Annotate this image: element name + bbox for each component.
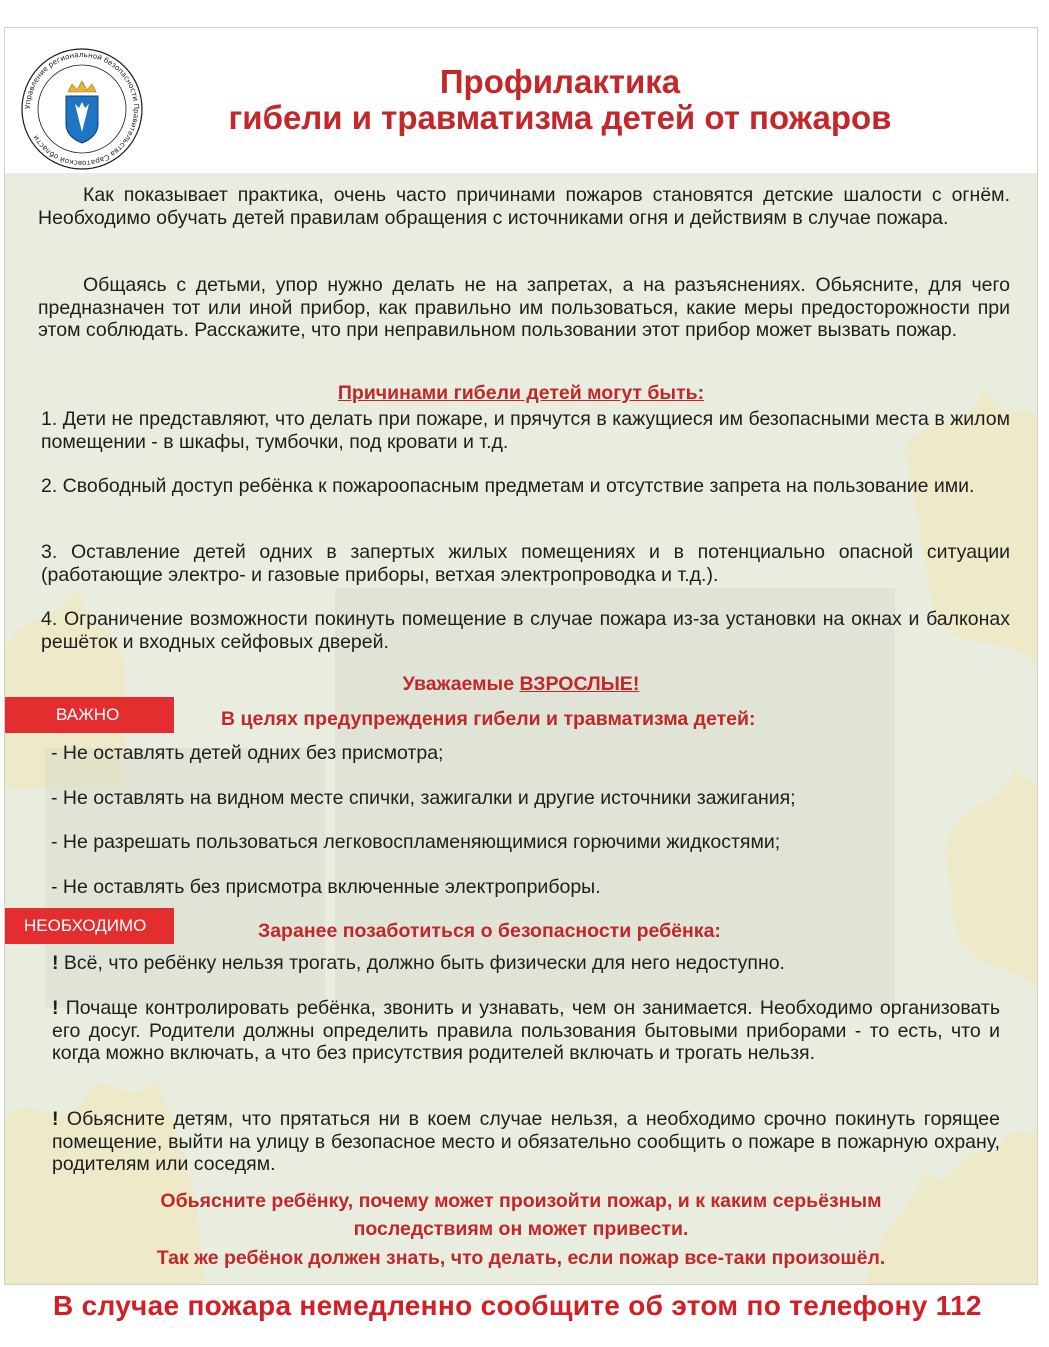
poster-panel: [4, 27, 1038, 1285]
necessary-item-1: ! Всё, что ребёнку нельзя трогать, должно быть физически для него недоступно.: [52, 952, 785, 974]
cause-item-1: 1. Дети не представляют, что делать при пожаре, и прячутся в кажущиеся им безопасными места в жилом помещении - в шкафы, тумбочки, под кровати и т.д.: [41, 408, 1010, 453]
necessary-tag: НЕОБХОДИМО: [5, 908, 174, 944]
cause-item-4: 4. Ограничение возможности покинуть помещение в случае пожара из-за установки на окнах и балконах решёток и входных сейфовых дверей.: [41, 608, 1010, 653]
closing-line-1: Обьясните ребёнку, почему может произойти пожар, и к каким серьёзным: [160, 1190, 882, 1212]
prevention-heading: В целях предупреждения гибели и травматизма детей:: [221, 708, 756, 730]
cause-item-2: 2. Свободный доступ ребёнка к пожароопасным предметам и отсутствие запрета на пользование ими.: [41, 475, 975, 497]
prevention-bullet-4: - Не оставлять без присмотра включенные электроприборы.: [51, 876, 601, 898]
causes-heading: Причинами гибели детей могут быть:: [337, 382, 705, 404]
regional-emblem: [19, 46, 145, 172]
necessary-item-2: ! Почаще контролировать ребёнка, звонить и узнавать, чем он занимается. Необходимо организовать его досуг. Родители должны определить правила пользования бытовыми приборами - то есть, что и когда можно включать, а что без присутствия родителей включать и трогать нельзя.: [52, 997, 1000, 1064]
cause-item-3: 3. Оставление детей одних в запертых жилых помещениях и в потенциально опасной ситуации (работающие электро- и газовые приборы, ветхая электропроводка и т.д.).: [41, 541, 1010, 586]
title-line-1: Профилактика: [439, 63, 681, 100]
page-title: [155, 64, 965, 136]
prevention-bullet-1: - Не оставлять детей одних без присмотра;: [51, 742, 444, 764]
closing-line-2: последствиям он может привести.: [353, 1218, 689, 1240]
prevention-bullet-2: - Не оставлять на видном месте спички, зажигалки и другие источники зажигания;: [51, 787, 796, 809]
intro-paragraph-1: Как показывает практика, очень часто причинами пожаров становятся детские шалости с огнём. Необходимо обучать детей правилам обращения с источниками огня и действиям в случае пожара.: [38, 184, 1010, 229]
prevention-bullet-3: - Не разрешать пользоваться легковоспламеняющимися горючими жидкостями;: [51, 831, 781, 853]
closing-line-3: Так же ребёнок должен знать, что делать, если пожар все-таки произошёл.: [156, 1247, 886, 1269]
emergency-phone-footer: В случае пожара немедленно сообщите об этом по телефону 112: [53, 1290, 982, 1321]
adults-greeting: Уважаемые ВЗРОСЛЫЕ!: [402, 673, 640, 695]
necessary-heading: Заранее позаботиться о безопасности ребёнка:: [258, 920, 721, 942]
emblem-ring-text: Управление региональной безопасности Правительства Саратовской области: [22, 49, 142, 169]
title-line-2: гибели и травматизма детей от пожаров: [228, 99, 892, 136]
intro-paragraph-2: Общаясь с детьми, упор нужно делать не на запретах, а на разъяснениях. Обьясните, для чего предназначен тот или иной прибор, как правильно им пользоваться, какие меры предосторожности при этом соблюдать. Расскажите, что при неправильном пользовании этот прибор может вызвать пожар.: [38, 274, 1010, 341]
important-tag: ВАЖНО: [5, 697, 174, 733]
necessary-item-3: ! Обьясните детям, что прятаться ни в коем случае нельзя, а необходимо срочно покинуть горящее помещение, выйти на улицу в безопасное место и обязательно сообщить о пожаре в пожарную охрану, родителям или соседям.: [52, 1108, 1000, 1175]
